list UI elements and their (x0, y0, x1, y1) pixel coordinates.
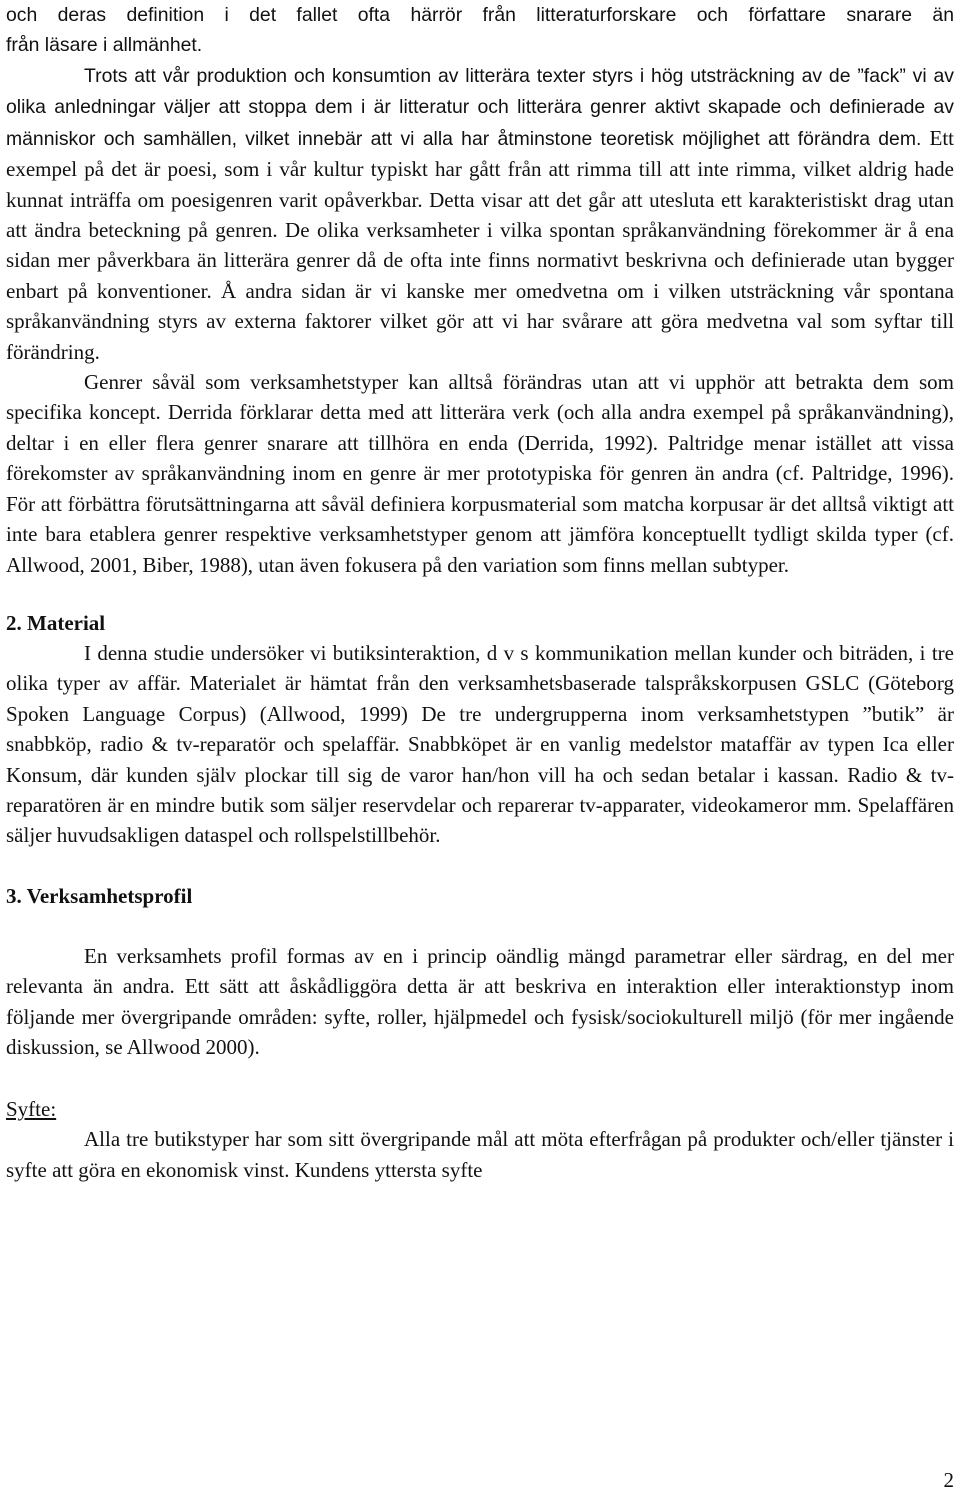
subsection-label: Syfte: (6, 1097, 57, 1122)
paragraph-line: från läsare i allmänhet. (6, 34, 203, 56)
paragraph: Alla tre butikstyper har som sitt övergripande mål att möta efterfrågan på produkter och/eller tjänster i syfte att göra en ekonomisk vinst. Kundens yttersta syfte (6, 1127, 954, 1182)
paragraph: Genrer såväl som verksamhetstyper kan alltså förändras utan att vi upphör att betrakta dem som specifika koncept. Derrida förklarar detta med att litterära verk (och alla andra exempel på språkanvändning), deltar i en eller flera genrer snarare att tillhöra en enda (Derrida, 1992). Paltridge menar istället att vissa förekomster av språkanvändning inom en genre är mer prototypiska för genren än andra (cf. Paltridge, 1996). För att förbättra förutsättningarna att såväl definiera korpusmaterial som matcha korpusar är det alltså viktigt att inte bara etablera genrer respektive verksamhetstyper genom att jämföra konceptuellt tydligt skilda typer (cf. Allwood, 2001, Biber, 1988), utan även fokusera på den variation som finns mellan subtyper. (6, 370, 954, 577)
paragraph (6, 60, 954, 367)
paragraph: I denna studie undersöker vi butiksinteraktion, d v s kommunikation mellan kunder och biträden, i tre olika typer av affär. Materialet är hämtat från den verksamhetsbaserade talspråkskorpusen GSLC (Göteborg Spoken Language Corpus) (Allwood, 1999) De tre undergrupperna inom verksamhetstypen ”butik” är snabbköp, radio & tv-reparatör och spelaffär. Snabbköpet är en vanlig medelstor mataffär av typen Ica eller Konsum, där kunden själv plockar till sig de varor han/hon vill ha och sedan betalar i kassan. Radio & tv-reparatören är en mindre butik som säljer reservdelar och reparerar tv-apparater, videokameror mm. Spelaffären säljer huvudsakligen dataspel och rollspelstillbehör. (6, 640, 954, 848)
section-heading: 2. Material (6, 610, 106, 635)
page-number: 2 (943, 1468, 954, 1492)
paragraph-serif-text: Ett exempel på det är poesi, som i vår kultur typiskt har gått från att rimma till att inte rimma, vilket aldrig hade kunnat inträffa om poesigenren varit opåverkbar. Detta visar att det går att utesluta ett karakteristiskt drag utan att ändra beteckning på genren. De olika verksamheter i vilka spontan språkanvändning förekommer är å ena sidan mer påverkbara än litterära genrer då de ofta inte finns normativt beskrivna och definierade utan bygger enbart på konventioner. Å andra sidan är vi kanske mer omedvetna om i vilken utsträckning vår spontana språkanvändning styrs av externa faktorer vilket gör att vi har svårare att göra medvetna val som syftar till förändring. (6, 125, 954, 364)
paragraph-line: och deras definition i det fallet ofta härrör från litteraturforskare och författare snarare än (6, 4, 954, 26)
paragraph: En verksamhets profil formas av en i princip oändlig mängd parametrar eller särdrag, en del mer relevanta än andra. Ett sätt att åskådliggöra detta är att beskriva en interaktion eller interaktionstyp inom följande mer övergripande områden: syfte, roller, hjälpmedel och fysisk/sociokulturell miljö (för mer ingående diskussion, se Allwood 2000). (6, 943, 954, 1059)
document-page (6, 0, 954, 1185)
section-heading: 3. Verksamhetsprofil (6, 883, 193, 908)
paragraph-sans-text: Trots att vår produktion och konsumtion av litterära texter styrs i hög utsträckning av de ”fack” vi av olika anledningar väljer att stoppa dem i är litteratur och litterära genrer aktivt skapade och definierade av människor och samhällen, vilket innebär att vi alla har åtminstone teoretisk möjlighet att förändra dem. (6, 65, 954, 150)
